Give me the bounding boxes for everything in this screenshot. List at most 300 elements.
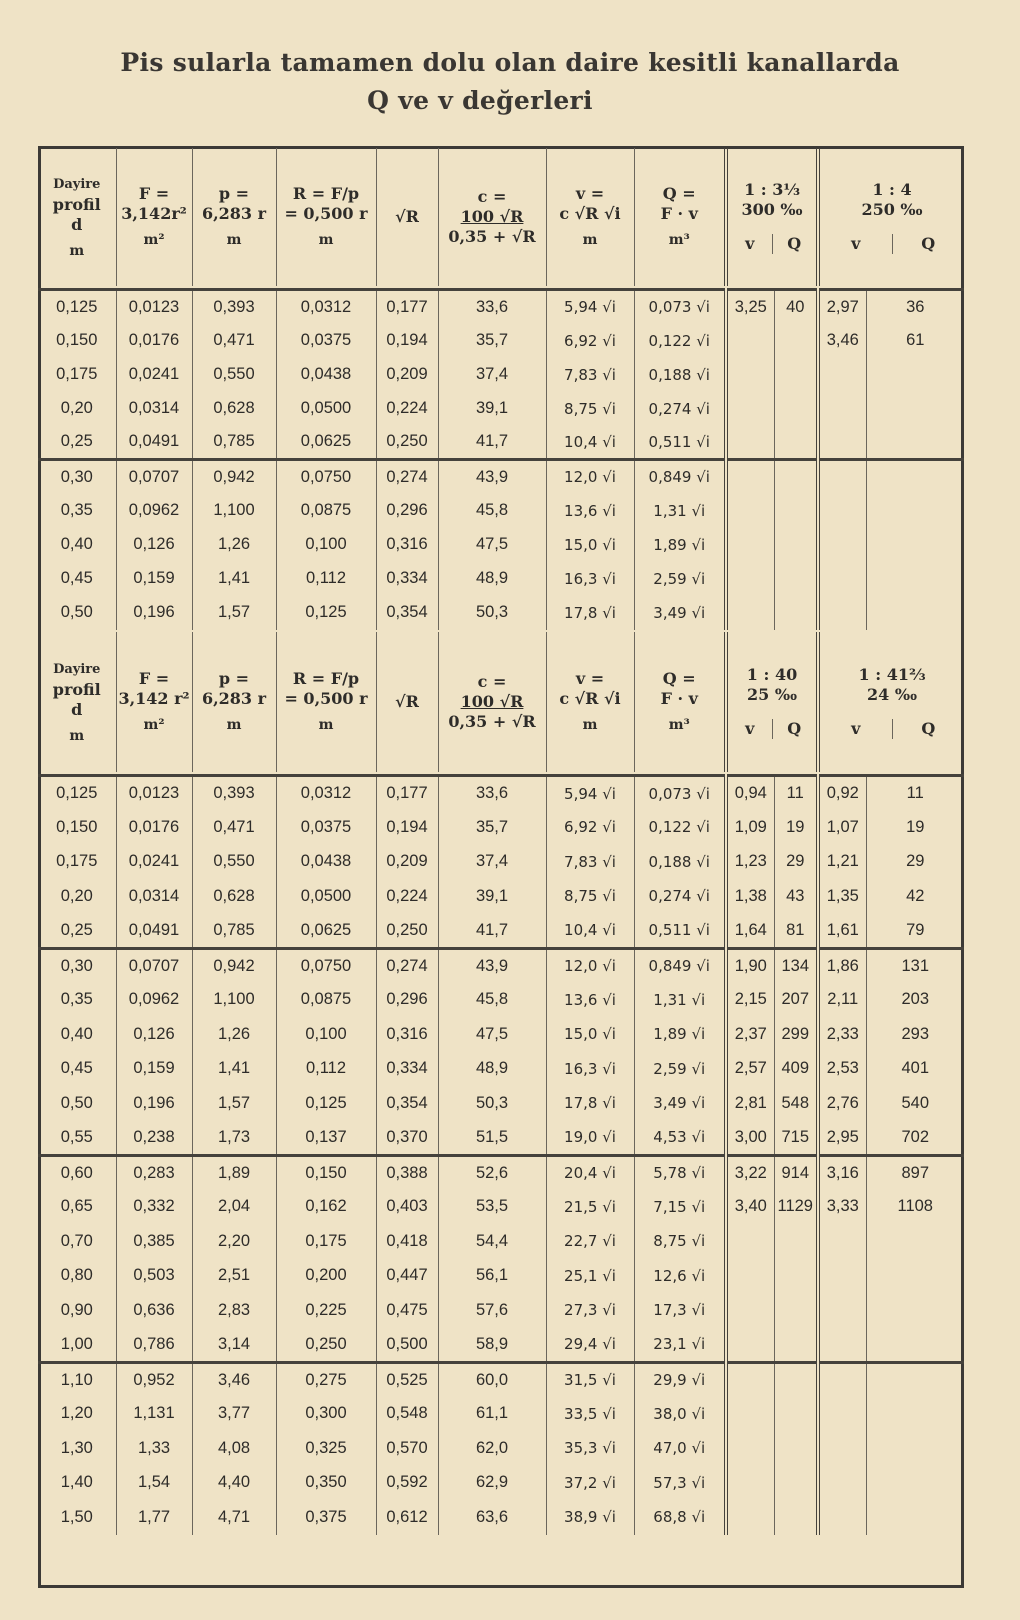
t1-cell-3: 0,100	[276, 528, 376, 562]
t1-cell-1: 0,0241	[116, 358, 192, 392]
t2-cell-5: 45,8	[438, 983, 546, 1018]
col-velocity-top: v =	[575, 669, 605, 688]
t2-cell-1: 1,131	[116, 1397, 192, 1432]
t2-cell-4: 0,403	[376, 1190, 438, 1225]
sqrt-r-label: √R	[395, 692, 419, 711]
t1-cell-3: 0,112	[276, 562, 376, 596]
t2-cell-7: 7,15 √i	[634, 1190, 726, 1225]
t1-cell-9	[774, 528, 818, 562]
t1-cell-10	[818, 426, 866, 460]
t1-cell-6: 13,6 √i	[546, 494, 634, 528]
profile-unit: m	[69, 243, 85, 259]
t2-cell-10	[818, 1431, 866, 1466]
col-discharge-top: Q =	[662, 669, 696, 688]
t1-row	[38, 290, 964, 324]
t1-cell-7: 0,849 √i	[634, 460, 726, 494]
t2-cell-8: 1,23	[726, 845, 774, 880]
t2-cell-2: 4,08	[192, 1431, 276, 1466]
t1-cell-0: 0,45	[38, 562, 116, 596]
slope-2-subhead	[820, 719, 964, 739]
t2-cell-11	[866, 1362, 964, 1397]
t1-cell-6: 10,4 √i	[546, 426, 634, 460]
slope-1-v-label: v	[728, 719, 773, 739]
t2-cell-0: 0,90	[38, 1293, 116, 1328]
t2-cell-9	[774, 1500, 818, 1535]
t2-cell-3: 0,0750	[276, 948, 376, 983]
t2-cell-3: 0,112	[276, 1052, 376, 1087]
t2-cell-2: 1,57	[192, 1086, 276, 1121]
t2-cell-0: 1,10	[38, 1362, 116, 1397]
col-area-unit: m²	[143, 717, 165, 733]
t2-col-velocity	[546, 632, 634, 772]
t1-cell-11	[866, 358, 964, 392]
table-1-header	[38, 148, 964, 286]
t2-cell-10: 1,35	[818, 879, 866, 914]
t2-cell-0: 0,25	[38, 914, 116, 949]
t2-slope-2-v	[818, 632, 964, 772]
t2-cell-5: 43,9	[438, 948, 546, 983]
t2-cell-5: 47,5	[438, 1017, 546, 1052]
t1-cell-4: 0,296	[376, 494, 438, 528]
t2-cell-8	[726, 1328, 774, 1363]
t2-cell-1: 0,786	[116, 1328, 192, 1363]
t2-cell-1: 0,503	[116, 1259, 192, 1294]
t2-cell-7: 29,9 √i	[634, 1362, 726, 1397]
col-perimeter-top: p =	[218, 669, 250, 688]
t2-cell-2: 2,83	[192, 1293, 276, 1328]
t1-cell-1: 0,0962	[116, 494, 192, 528]
t2-cell-9: 914	[774, 1155, 818, 1190]
t1-cell-6: 6,92 √i	[546, 324, 634, 358]
col-discharge-formula: F · v	[660, 689, 698, 708]
t1-cell-1: 0,0123	[116, 290, 192, 324]
t2-cell-8: 2,37	[726, 1017, 774, 1052]
t1-cell-5: 41,7	[438, 426, 546, 460]
t2-row	[38, 1155, 964, 1190]
t2-cell-4: 0,548	[376, 1397, 438, 1432]
t2-cell-7: 5,78 √i	[634, 1155, 726, 1190]
t1-cell-7: 0,073 √i	[634, 290, 726, 324]
t2-cell-7: 2,59 √i	[634, 1052, 726, 1087]
t2-cell-7: 57,3 √i	[634, 1466, 726, 1501]
t1-cell-8	[726, 562, 774, 596]
t2-cell-5: 61,1	[438, 1397, 546, 1432]
col-velocity-unit: m	[582, 232, 598, 248]
slope-1-subhead	[728, 719, 816, 739]
t1-cell-4: 0,250	[376, 426, 438, 460]
t2-cell-3: 0,375	[276, 1500, 376, 1535]
col-area-top: F =	[138, 184, 170, 203]
t1-cell-7: 0,188 √i	[634, 358, 726, 392]
t1-row	[38, 392, 964, 426]
slope-1-permil: 25 ‰	[747, 685, 797, 704]
col-hydraulic-radius-formula: = 0,500 r	[284, 689, 368, 708]
t2-cell-8: 3,00	[726, 1121, 774, 1156]
t2-cell-3: 0,0312	[276, 776, 376, 811]
c-denominator: 0,35 + √R	[448, 712, 536, 731]
t2-cell-4: 0,296	[376, 983, 438, 1018]
t2-cell-4: 0,592	[376, 1466, 438, 1501]
t2-cell-4: 0,177	[376, 776, 438, 811]
t2-cell-1: 1,54	[116, 1466, 192, 1501]
t2-cell-11: 79	[906, 920, 925, 939]
col-velocity-formula: c √R √i	[559, 689, 621, 708]
t2-cell-8: 1,90	[726, 948, 774, 983]
t2-cell-0: 0,70	[38, 1224, 116, 1259]
profile-label: profil	[52, 195, 101, 214]
t2-cell-6: 33,5 √i	[546, 1397, 634, 1432]
t2-cell-9	[774, 1466, 818, 1501]
t2-cell-4: 0,370	[376, 1121, 438, 1156]
t2-cell-1: 0,0314	[116, 879, 192, 914]
t2-row	[38, 1397, 964, 1432]
t2-row	[38, 1466, 964, 1501]
t2-cell-11: 540	[901, 1093, 930, 1112]
t1-cell-3: 0,0625	[276, 426, 376, 460]
t2-cell-3: 0,162	[276, 1190, 376, 1225]
t2-cell-7: 8,75 √i	[634, 1224, 726, 1259]
t1-cell-6: 5,94 √i	[546, 290, 634, 324]
t2-cell-10: 2,11	[818, 983, 866, 1018]
t2-cell-6: 12,0 √i	[546, 948, 634, 983]
t2-cell-3: 0,0438	[276, 845, 376, 880]
t2-cell-5: 41,7	[438, 914, 546, 949]
t2-row	[38, 1224, 964, 1259]
t1-cell-6: 15,0 √i	[546, 528, 634, 562]
t2-cell-11: 1108	[897, 1197, 933, 1216]
t1-row	[38, 426, 964, 460]
t1-cell-3: 0,125	[276, 596, 376, 630]
t2-cell-5: 62,9	[438, 1466, 546, 1501]
t2-cell-8	[726, 1362, 774, 1397]
t1-cell-8	[726, 426, 774, 460]
t2-col-discharge	[634, 632, 726, 772]
t2-cell-1: 0,0707	[116, 948, 192, 983]
t2-cell-8: 0,94	[726, 776, 774, 811]
t2-cell-3: 0,137	[276, 1121, 376, 1156]
t1-row	[38, 460, 964, 494]
t2-cell-0: 0,175	[38, 845, 116, 880]
t1-cell-4: 0,209	[376, 358, 438, 392]
t2-cell-5: 35,7	[438, 810, 546, 845]
t2-cell-2: 0,471	[192, 810, 276, 845]
t2-cell-3: 0,225	[276, 1293, 376, 1328]
t2-cell-5: 57,6	[438, 1293, 546, 1328]
t1-cell-2: 0,393	[192, 290, 276, 324]
t2-cell-10: 2,76	[818, 1086, 866, 1121]
t2-col-hydraulic-radius	[276, 632, 376, 772]
t2-cell-5: 50,3	[438, 1086, 546, 1121]
t2-cell-6: 16,3 √i	[546, 1052, 634, 1087]
t1-cell-11	[866, 528, 964, 562]
t2-cell-10: 1,07	[818, 810, 866, 845]
t2-cell-11	[866, 1397, 964, 1432]
t1-cell-0: 0,25	[38, 426, 116, 460]
t2-cell-1: 0,0123	[116, 776, 192, 811]
t2-row	[38, 1293, 964, 1328]
col-discharge-unit: m³	[668, 717, 690, 733]
t2-cell-5: 63,6	[438, 1500, 546, 1535]
slope-2-ratio: 1 : 4	[872, 180, 912, 199]
sqrt-r-label: √R	[395, 207, 419, 226]
t1-cell-6: 17,8 √i	[546, 596, 634, 630]
t2-cell-3: 0,0375	[276, 810, 376, 845]
t2-cell-1: 0,0962	[116, 983, 192, 1018]
t2-col-area	[116, 632, 192, 772]
t2-row	[38, 983, 964, 1018]
t2-cell-9: 207	[774, 983, 818, 1018]
t2-cell-9: 409	[774, 1052, 818, 1087]
t2-cell-4: 0,570	[376, 1431, 438, 1466]
t2-row	[38, 1086, 964, 1121]
t1-row	[38, 324, 964, 358]
t1-cell-1: 0,0491	[116, 426, 192, 460]
slope-2-ratio: 1 : 41⅔	[858, 665, 926, 684]
t1-cell-4: 0,354	[376, 596, 438, 630]
t2-cell-1: 0,126	[116, 1017, 192, 1052]
t2-cell-4: 0,418	[376, 1224, 438, 1259]
t2-cell-0: 0,125	[38, 776, 116, 811]
t2-row	[38, 1431, 964, 1466]
t2-cell-0: 1,30	[38, 1431, 116, 1466]
t1-cell-7: 1,31 √i	[634, 494, 726, 528]
t2-row	[38, 1362, 964, 1397]
t2-row	[38, 914, 964, 949]
t2-cell-2: 0,785	[192, 914, 276, 949]
t2-cell-8: 2,57	[726, 1052, 774, 1087]
t1-col-profile	[38, 148, 116, 286]
t1-col-area	[116, 148, 192, 286]
c-numerator: 100 √R	[460, 692, 524, 711]
t2-cell-1: 0,385	[116, 1224, 192, 1259]
t2-cell-6: 19,0 √i	[546, 1121, 634, 1156]
t2-cell-10: 0,92	[818, 776, 866, 811]
t1-cell-10: 3,46	[818, 324, 866, 358]
t2-cell-3: 0,125	[276, 1086, 376, 1121]
t1-cell-5: 33,6	[438, 290, 546, 324]
t2-row	[38, 810, 964, 845]
t2-cell-9	[774, 1224, 818, 1259]
col-hydraulic-radius-formula: = 0,500 r	[284, 204, 368, 223]
t2-cell-1: 0,952	[116, 1362, 192, 1397]
t2-cell-6: 31,5 √i	[546, 1362, 634, 1397]
t1-cell-7: 0,511 √i	[634, 426, 726, 460]
t2-cell-8	[726, 1431, 774, 1466]
t2-cell-11: 203	[901, 990, 930, 1009]
t2-cell-10: 2,33	[818, 1017, 866, 1052]
t2-cell-2: 1,26	[192, 1017, 276, 1052]
t1-cell-11	[866, 562, 964, 596]
slope-2-v-label: v	[820, 719, 893, 739]
t2-cell-7: 1,31 √i	[634, 983, 726, 1018]
t2-cell-4: 0,334	[376, 1052, 438, 1087]
col-hydraulic-radius-unit: m	[318, 717, 334, 733]
t1-cell-9	[774, 426, 818, 460]
t2-cell-3: 0,0500	[276, 879, 376, 914]
t1-cell-11	[866, 494, 964, 528]
t2-cell-4: 0,612	[376, 1500, 438, 1535]
t2-cell-2: 3,14	[192, 1328, 276, 1363]
t2-row	[38, 1328, 964, 1363]
t2-cell-0: 0,40	[38, 1017, 116, 1052]
t2-cell-10	[818, 1397, 866, 1432]
t1-slope-1-v	[726, 148, 818, 286]
t1-cell-4: 0,224	[376, 392, 438, 426]
t1-cell-9	[774, 460, 818, 494]
col-velocity-unit: m	[582, 717, 598, 733]
t2-cell-0: 0,65	[38, 1190, 116, 1225]
t2-cell-11	[866, 1259, 964, 1294]
t1-row	[38, 562, 964, 596]
profile-label-top: Dayire	[53, 177, 101, 192]
t1-cell-1: 0,126	[116, 528, 192, 562]
t2-cell-1: 0,238	[116, 1121, 192, 1156]
t2-cell-6: 37,2 √i	[546, 1466, 634, 1501]
t1-cell-5: 37,4	[438, 358, 546, 392]
t2-cell-10	[818, 1362, 866, 1397]
t1-cell-11	[866, 392, 964, 426]
t1-cell-2: 1,41	[192, 562, 276, 596]
t1-cell-7: 0,122 √i	[634, 324, 726, 358]
t2-cell-8: 2,15	[726, 983, 774, 1018]
t2-cell-7: 38,0 √i	[634, 1397, 726, 1432]
t2-cell-0: 1,20	[38, 1397, 116, 1432]
t2-cell-0: 0,80	[38, 1259, 116, 1294]
t2-cell-6: 17,8 √i	[546, 1086, 634, 1121]
t2-cell-11	[866, 1431, 964, 1466]
t1-cell-7: 0,274 √i	[634, 392, 726, 426]
t2-cell-7: 0,274 √i	[634, 879, 726, 914]
t2-cell-2: 4,71	[192, 1500, 276, 1535]
table-2-body	[38, 774, 964, 1535]
t2-cell-11	[866, 1293, 964, 1328]
t2-cell-11: 702	[901, 1127, 930, 1146]
t2-cell-0: 0,60	[38, 1155, 116, 1190]
slope-2-q-label: Q	[921, 719, 936, 738]
t1-cell-0: 0,30	[38, 460, 116, 494]
t2-cell-3: 0,100	[276, 1017, 376, 1052]
t2-cell-9: 299	[774, 1017, 818, 1052]
t1-cell-6: 16,3 √i	[546, 562, 634, 596]
t2-row	[38, 845, 964, 880]
t2-cell-6: 38,9 √i	[546, 1500, 634, 1535]
t2-cell-5: 51,5	[438, 1121, 546, 1156]
t2-cell-7: 0,188 √i	[634, 845, 726, 880]
t2-cell-7: 23,1 √i	[634, 1328, 726, 1363]
t1-cell-0: 0,20	[38, 392, 116, 426]
t2-cell-7: 17,3 √i	[634, 1293, 726, 1328]
t2-cell-11	[866, 1466, 964, 1501]
t2-cell-6: 22,7 √i	[546, 1224, 634, 1259]
t2-cell-8: 1,09	[726, 810, 774, 845]
t2-cell-4: 0,354	[376, 1086, 438, 1121]
t1-cell-9	[774, 324, 818, 358]
t2-cell-10	[818, 1328, 866, 1363]
t2-cell-2: 1,41	[192, 1052, 276, 1087]
t1-cell-7: 3,49 √i	[634, 596, 726, 630]
t1-cell-9	[774, 596, 818, 630]
t2-col-sqrt-r	[376, 632, 438, 772]
t2-cell-5: 56,1	[438, 1259, 546, 1294]
t2-cell-0: 0,35	[38, 983, 116, 1018]
t2-cell-7: 47,0 √i	[634, 1431, 726, 1466]
t1-cell-4: 0,274	[376, 460, 438, 494]
t1-cell-10	[818, 460, 866, 494]
t1-col-hydraulic-radius	[276, 148, 376, 286]
t2-cell-6: 25,1 √i	[546, 1259, 634, 1294]
t1-col-sqrt-r	[376, 148, 438, 286]
t1-cell-11	[866, 460, 964, 494]
t2-col-c	[438, 632, 546, 772]
t1-cell-5: 43,9	[438, 460, 546, 494]
t2-cell-8	[726, 1259, 774, 1294]
t1-cell-8	[726, 324, 774, 358]
t2-cell-0: 0,30	[38, 948, 116, 983]
t2-cell-7: 1,89 √i	[634, 1017, 726, 1052]
t1-cell-4: 0,334	[376, 562, 438, 596]
t2-cell-11	[866, 1328, 964, 1363]
t2-cell-2: 3,77	[192, 1397, 276, 1432]
slope-2-subhead	[820, 234, 964, 254]
t2-slope-1-v	[726, 632, 818, 772]
t2-cell-1: 0,636	[116, 1293, 192, 1328]
t1-col-c	[438, 148, 546, 286]
t2-cell-2: 1,73	[192, 1121, 276, 1156]
t1-cell-5: 39,1	[438, 392, 546, 426]
t2-cell-9: 715	[774, 1121, 818, 1156]
t2-cell-9	[774, 1397, 818, 1432]
t1-cell-1: 0,0314	[116, 392, 192, 426]
t1-cell-5: 45,8	[438, 494, 546, 528]
t1-cell-6: 7,83 √i	[546, 358, 634, 392]
t1-cell-3: 0,0500	[276, 392, 376, 426]
t2-cell-8: 3,22	[726, 1155, 774, 1190]
t2-cell-6: 15,0 √i	[546, 1017, 634, 1052]
profile-label-top: Dayire	[53, 662, 101, 677]
t2-cell-3: 0,300	[276, 1397, 376, 1432]
t2-cell-0: 0,20	[38, 879, 116, 914]
t2-cell-8: 1,38	[726, 879, 774, 914]
t1-header-row	[38, 148, 964, 286]
c-numerator: 100 √R	[460, 207, 524, 226]
t1-cell-11: 36	[866, 290, 964, 324]
t2-cell-4: 0,475	[376, 1293, 438, 1328]
t2-cell-3: 0,0875	[276, 983, 376, 1018]
slope-2-v-label: v	[820, 234, 893, 254]
profile-var: d	[71, 215, 83, 234]
t2-row	[38, 948, 964, 983]
t2-cell-4: 0,250	[376, 914, 438, 949]
t2-cell-2: 1,89	[192, 1155, 276, 1190]
col-perimeter-formula: 6,283 r	[201, 204, 267, 223]
t1-cell-2: 0,785	[192, 426, 276, 460]
t2-cell-9: 11	[774, 776, 818, 811]
t2-cell-11	[866, 1500, 964, 1535]
t2-cell-2: 0,628	[192, 879, 276, 914]
page-title	[0, 44, 1020, 120]
t2-cell-9	[774, 1259, 818, 1294]
t2-cell-7: 4,53 √i	[634, 1121, 726, 1156]
t2-cell-3: 0,0625	[276, 914, 376, 949]
t1-cell-10	[818, 358, 866, 392]
col-area-formula: 3,142 r²	[118, 689, 190, 708]
t2-cell-1: 0,159	[116, 1052, 192, 1087]
t2-cell-10: 1,21	[818, 845, 866, 880]
slope-1-ratio: 1 : 3⅓	[744, 180, 800, 199]
t1-cell-9	[774, 562, 818, 596]
t2-cell-10	[818, 1466, 866, 1501]
t2-cell-10	[818, 1259, 866, 1294]
